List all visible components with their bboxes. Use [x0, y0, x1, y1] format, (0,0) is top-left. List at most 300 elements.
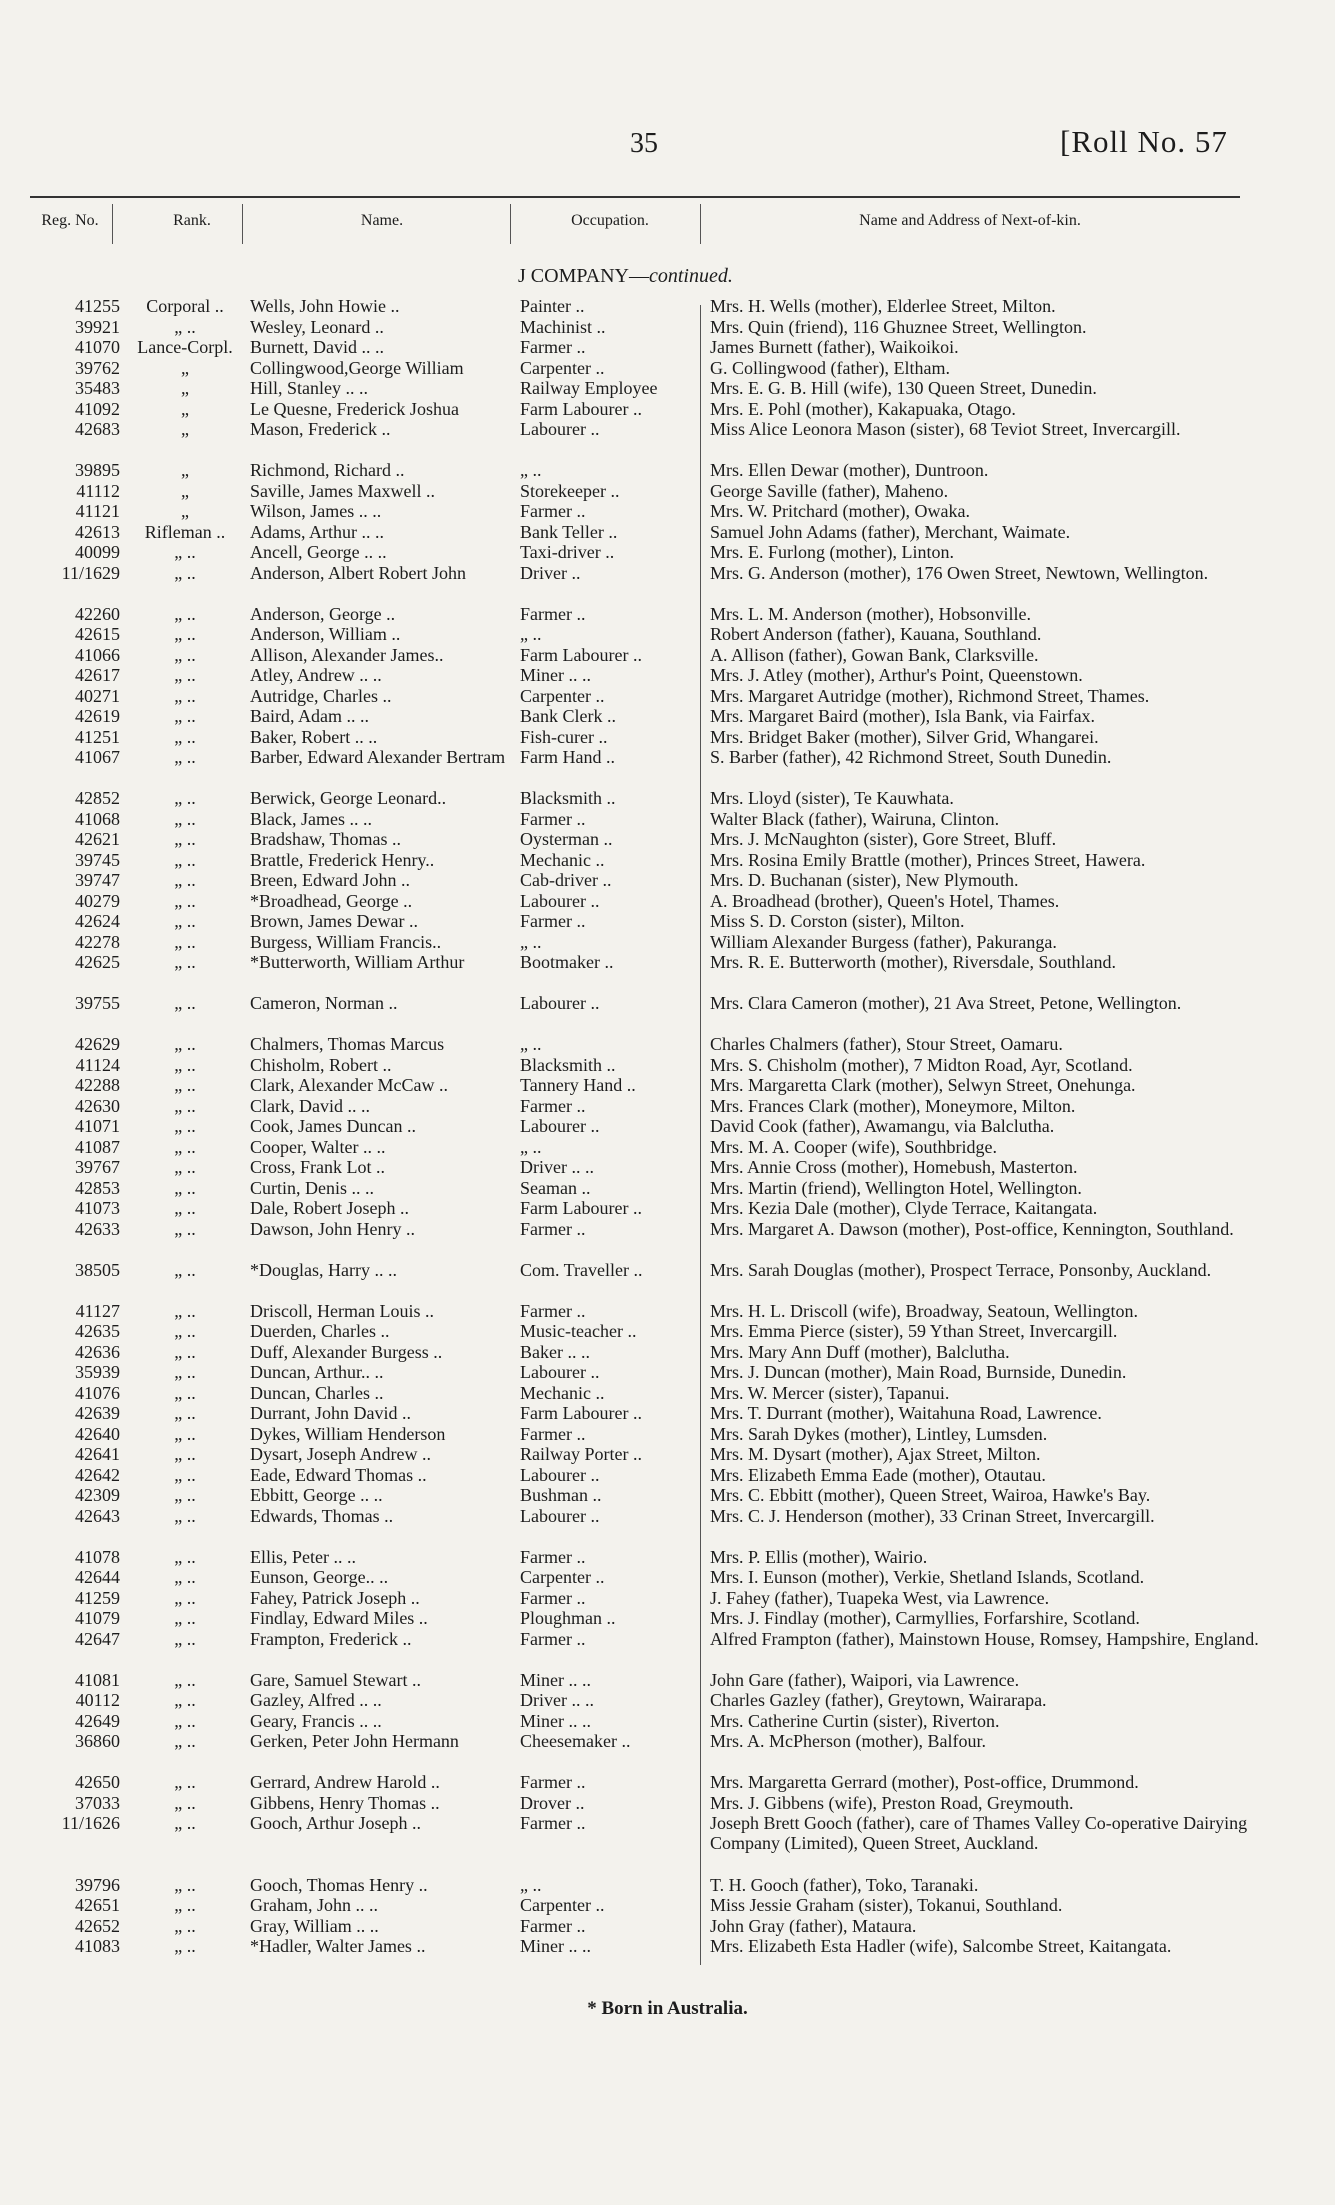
next-of-kin: Mrs. E. Furlong (mother), Linton. — [710, 542, 954, 562]
occupation: Farmer .. — [520, 808, 586, 829]
next-of-kin: Mrs. Frances Clark (mother), Moneymore, Milton. — [710, 1095, 1076, 1116]
next-of-kin: Mrs. Lloyd (sister), Te Kauwhata. — [710, 788, 954, 808]
table-row — [30, 317, 1270, 338]
soldier-name: Anderson, George .. — [250, 603, 396, 624]
occupation: Miner .. .. — [520, 1669, 591, 1690]
table-row — [30, 1485, 1270, 1506]
soldier-name: Le Quesne, Frederick Joshua — [250, 398, 459, 419]
soldier-name: Dysart, Joseph Andrew .. — [250, 1444, 431, 1464]
next-of-kin: Mrs. J. Duncan (mother), Main Road, Burnside, Dunedin. — [710, 1362, 1127, 1382]
reg-number: 42621 — [75, 829, 120, 849]
table-row — [30, 1444, 1270, 1465]
reg-number: 41127 — [75, 1300, 120, 1321]
reg-number: 42640 — [75, 1423, 120, 1444]
table-row — [30, 1260, 1270, 1301]
table-row — [30, 337, 1270, 358]
rank: „ .. — [174, 1792, 196, 1813]
occupation: Tannery Hand .. — [520, 1075, 636, 1095]
soldier-name: Wilson, James .. .. — [250, 501, 382, 521]
header-occupation: Occupation. — [571, 212, 649, 229]
soldier-name: Brattle, Frederick Henry.. — [250, 849, 435, 870]
table-row — [30, 706, 1270, 727]
table-row — [30, 932, 1270, 953]
next-of-kin: Joseph Brett Gooch (father), care of Thames Valley Co-operative Dairying Company (Limited), Queen Street, Auckland. — [710, 1813, 1248, 1853]
rank: „ — [181, 357, 189, 378]
table-row — [30, 542, 1270, 563]
table-row — [30, 1055, 1270, 1076]
soldier-name: Clark, David .. .. — [250, 1095, 370, 1116]
reg-number: 40279 — [75, 890, 120, 911]
soldier-name: Duncan, Charles .. — [250, 1382, 384, 1403]
soldier-name: Gooch, Thomas Henry .. — [250, 1874, 428, 1895]
next-of-kin: Miss Jessie Graham (sister), Tokanui, Southland. — [710, 1895, 1063, 1915]
table-row — [30, 829, 1270, 850]
reg-number: 35939 — [75, 1362, 120, 1382]
next-of-kin: Mrs. Ellen Dewar (mother), Duntroon. — [710, 460, 989, 480]
occupation: Com. Traveller .. — [520, 1259, 643, 1280]
next-of-kin: Mrs. Emma Pierce (sister), 59 Ythan Street, Invercargill. — [710, 1321, 1118, 1341]
rank: „ .. — [174, 665, 196, 685]
table-row — [30, 1403, 1270, 1424]
table-row — [30, 993, 1270, 1034]
soldier-name: Duncan, Arthur.. .. — [250, 1362, 384, 1382]
next-of-kin: Mrs. E. Pohl (mother), Kakapuaka, Otago. — [710, 398, 1016, 419]
rank: „ .. — [174, 1505, 196, 1526]
table-row — [30, 1383, 1270, 1404]
soldier-name: Baird, Adam .. .. — [250, 706, 369, 726]
next-of-kin: Mrs. Sarah Douglas (mother), Prospect Terrace, Ponsonby, Auckland. — [710, 1259, 1212, 1280]
soldier-name: Curtin, Denis .. .. — [250, 1177, 374, 1198]
reg-number: 41078 — [75, 1546, 120, 1567]
reg-number: 39762 — [75, 357, 120, 378]
soldier-name: Eunson, George.. .. — [250, 1567, 389, 1587]
occupation: Labourer .. — [520, 1464, 600, 1485]
roll-table — [30, 296, 1270, 1977]
table-row — [30, 1362, 1270, 1383]
rank: „ .. — [174, 829, 196, 849]
soldier-name: Duerden, Charles .. — [250, 1321, 390, 1341]
roll-number-label: [Roll No. 57 — [1060, 124, 1228, 159]
soldier-name: Cameron, Norman .. — [250, 993, 398, 1013]
rank: „ .. — [174, 1567, 196, 1587]
occupation: Carpenter .. — [520, 357, 605, 378]
rank: „ .. — [174, 1095, 196, 1116]
next-of-kin: Mrs. Margaretta Gerrard (mother), Post-office, Drummond. — [710, 1772, 1139, 1792]
rank: „ .. — [174, 1895, 196, 1915]
reg-number: 41255 — [75, 296, 120, 316]
reg-number: 42624 — [75, 911, 120, 931]
rank: „ .. — [174, 1731, 196, 1751]
soldier-name: Atley, Andrew .. .. — [250, 665, 382, 685]
rank: „ .. — [174, 1423, 196, 1444]
table-row — [30, 1075, 1270, 1096]
next-of-kin: Mrs. T. Durrant (mother), Waitahuna Road, Lawrence. — [710, 1403, 1102, 1423]
next-of-kin: John Gray (father), Mataura. — [710, 1915, 917, 1936]
reg-number: 42625 — [75, 952, 120, 972]
occupation: Labourer .. — [520, 1505, 600, 1526]
occupation: Labourer .. — [520, 890, 600, 911]
soldier-name: Fahey, Patrick Joseph .. — [250, 1587, 420, 1608]
soldier-name: Anderson, William .. — [250, 624, 401, 644]
reg-number: 41068 — [75, 808, 120, 829]
next-of-kin: A. Broadhead (brother), Queen's Hotel, Thames. — [710, 890, 1060, 911]
occupation: Farmer .. — [520, 1628, 586, 1649]
rank: „ .. — [174, 1034, 196, 1054]
occupation: Ploughman .. — [520, 1608, 616, 1628]
table-row — [30, 1629, 1270, 1670]
soldier-name: Durrant, John David .. — [250, 1403, 411, 1423]
reg-number: 39767 — [75, 1157, 120, 1177]
next-of-kin: Mrs. J. McNaughton (sister), Gore Street, Bluff. — [710, 829, 1057, 849]
reg-number: 41079 — [75, 1608, 120, 1628]
soldier-name: *Butterworth, William Arthur — [250, 952, 465, 972]
next-of-kin: Robert Anderson (father), Kauana, Southland. — [710, 624, 1042, 644]
soldier-name: Gibbens, Henry Thomas .. — [250, 1792, 440, 1813]
soldier-name: Bradshaw, Thomas .. — [250, 829, 401, 849]
table-row — [30, 1096, 1270, 1117]
next-of-kin: G. Collingwood (father), Eltham. — [710, 357, 950, 378]
reg-number: 42650 — [75, 1772, 120, 1792]
next-of-kin: Mrs. E. G. B. Hill (wife), 130 Queen Street, Dunedin. — [710, 378, 1097, 398]
next-of-kin: Mrs. Elizabeth Esta Hadler (wife), Salcombe Street, Kaitangata. — [710, 1936, 1172, 1956]
occupation: Farmer .. — [520, 1587, 586, 1608]
occupation: Farm Labourer .. — [520, 1198, 642, 1218]
next-of-kin: Charles Chalmers (father), Stour Street, Oamaru. — [710, 1034, 1063, 1054]
rank: „ .. — [174, 1936, 196, 1956]
reg-number: 42651 — [75, 1895, 120, 1915]
next-of-kin: George Saville (father), Maheno. — [710, 480, 949, 501]
rank: „ .. — [174, 1485, 196, 1505]
rank: „ .. — [174, 1608, 196, 1628]
occupation: Blacksmith .. — [520, 1054, 616, 1075]
next-of-kin: Alfred Frampton (father), Mainstown House, Romsey, Hampshire, England. — [710, 1628, 1259, 1649]
next-of-kin: Mrs. Elizabeth Emma Eade (mother), Otautau. — [710, 1464, 1046, 1485]
next-of-kin: Mrs. S. Chisholm (mother), 7 Midton Road, Ayr, Scotland. — [710, 1054, 1133, 1075]
rank: „ — [181, 378, 189, 398]
table-row — [30, 378, 1270, 399]
column-headers — [30, 198, 1240, 248]
reg-number: 42617 — [75, 665, 120, 685]
rank: Corporal .. — [146, 296, 224, 316]
table-row — [30, 624, 1270, 645]
rank: „ .. — [174, 1157, 196, 1177]
table-row — [30, 1424, 1270, 1445]
rank: „ .. — [174, 1300, 196, 1321]
soldier-name: Berwick, George Leonard.. — [250, 788, 447, 808]
occupation: Farmer .. — [520, 603, 586, 624]
next-of-kin: Mrs. Martin (friend), Wellington Hotel, Wellington. — [710, 1177, 1082, 1198]
table-row — [30, 645, 1270, 666]
reg-number: 42288 — [75, 1075, 120, 1095]
occupation: Cab-driver .. — [520, 870, 612, 890]
rank: „ .. — [174, 316, 196, 337]
table-row — [30, 1875, 1270, 1896]
table-row — [30, 1137, 1270, 1158]
occupation: Carpenter .. — [520, 685, 605, 706]
soldier-name: Findlay, Edward Miles .. — [250, 1608, 428, 1628]
table-row — [30, 501, 1270, 522]
rank: „ .. — [174, 1772, 196, 1792]
reg-number: 42619 — [75, 706, 120, 726]
reg-number: 42853 — [75, 1177, 120, 1198]
occupation: Farmer .. — [520, 1095, 586, 1116]
reg-number: 41087 — [75, 1136, 120, 1157]
soldier-name: *Douglas, Harry .. .. — [250, 1259, 397, 1280]
table-row — [30, 1178, 1270, 1199]
reg-number: 42649 — [75, 1710, 120, 1731]
reg-number: 42630 — [75, 1095, 120, 1116]
rank: „ — [181, 419, 189, 439]
header-name: Name. — [360, 212, 404, 229]
occupation: Miner .. .. — [520, 665, 591, 685]
table-row — [30, 604, 1270, 625]
soldier-name: Wells, John Howie .. — [250, 296, 400, 316]
occupation: Farmer .. — [520, 1546, 586, 1567]
soldier-name: Gooch, Arthur Joseph .. — [250, 1813, 421, 1833]
soldier-name: Allison, Alexander James.. — [250, 644, 444, 665]
table-row — [30, 399, 1270, 420]
soldier-name: Hill, Stanley .. .. — [250, 378, 368, 398]
soldier-name: Cook, James Duncan .. — [250, 1116, 416, 1136]
reg-number: 42260 — [75, 603, 120, 624]
occupation: Mechanic .. — [520, 1382, 605, 1403]
occupation: Farm Hand .. — [520, 747, 615, 767]
next-of-kin: Mrs. Margaret Autridge (mother), Richmond Street, Thames. — [710, 685, 1150, 706]
next-of-kin: Mrs. Rosina Emily Brattle (mother), Princes Street, Hawera. — [710, 849, 1146, 870]
soldier-name: Edwards, Thomas .. — [250, 1505, 394, 1526]
reg-number: 42629 — [75, 1034, 120, 1054]
soldier-name: Duff, Alexander Burgess .. — [250, 1341, 443, 1362]
occupation: Mechanic .. — [520, 849, 605, 870]
soldier-name: Gare, Samuel Stewart .. — [250, 1669, 421, 1690]
table-row — [30, 952, 1270, 993]
table-row — [30, 809, 1270, 830]
soldier-name: Geary, Francis .. .. — [250, 1710, 382, 1731]
rank: Lance-Corpl. — [137, 337, 233, 357]
soldier-name: Chalmers, Thomas Marcus — [250, 1034, 445, 1054]
table-row — [30, 1588, 1270, 1609]
soldier-name: Breen, Edward John .. — [250, 870, 410, 890]
occupation: Baker .. .. — [520, 1341, 590, 1362]
reg-number: 42615 — [75, 624, 120, 644]
reg-number: 41124 — [75, 1054, 120, 1075]
next-of-kin: Mrs. J. Gibbens (wife), Preston Road, Greymouth. — [710, 1792, 1074, 1813]
reg-number: 11/1629 — [61, 562, 120, 583]
table-row — [30, 891, 1270, 912]
rank: „ .. — [174, 1587, 196, 1608]
occupation: Farmer .. — [520, 1813, 586, 1833]
next-of-kin: Mrs. Annie Cross (mother), Homebush, Masterton. — [710, 1157, 1078, 1177]
rank: „ .. — [174, 1177, 196, 1198]
rank: „ .. — [174, 1218, 196, 1239]
rank: „ .. — [174, 788, 196, 808]
reg-number: 41070 — [75, 337, 120, 357]
rank: „ .. — [174, 808, 196, 829]
rank: „ .. — [174, 931, 196, 952]
rank: „ — [181, 460, 189, 480]
rank: „ .. — [174, 542, 196, 562]
next-of-kin: Mrs. M. A. Cooper (wife), Southbridge. — [710, 1136, 997, 1157]
occupation: Farmer .. — [520, 1300, 586, 1321]
table-row — [30, 1916, 1270, 1937]
soldier-name: Chisholm, Robert .. — [250, 1054, 392, 1075]
reg-number: 40112 — [75, 1690, 120, 1710]
occupation: Farmer .. — [520, 1772, 586, 1792]
occupation: Farmer .. — [520, 1915, 586, 1936]
next-of-kin: Mrs. D. Buchanan (sister), New Plymouth. — [710, 870, 1019, 890]
reg-number: 39921 — [75, 316, 120, 337]
footnote: * Born in Australia. — [587, 1998, 748, 2019]
rank: „ .. — [174, 890, 196, 911]
next-of-kin: S. Barber (father), 42 Richmond Street, South Dunedin. — [710, 747, 1112, 767]
reg-number: 40099 — [75, 542, 120, 562]
rank: „ .. — [174, 870, 196, 890]
rank: „ .. — [174, 706, 196, 726]
occupation: Miner .. .. — [520, 1936, 591, 1956]
reg-number: 42613 — [75, 521, 120, 542]
soldier-name: Gray, William .. .. — [250, 1915, 379, 1936]
reg-number: 39755 — [75, 993, 120, 1013]
next-of-kin: Miss Alice Leonora Mason (sister), 68 Teviot Street, Invercargill. — [710, 419, 1181, 439]
table-row — [30, 1301, 1270, 1322]
occupation: Farmer .. — [520, 1218, 586, 1239]
next-of-kin: T. H. Gooch (father), Toko, Taranaki. — [710, 1874, 979, 1895]
reg-number: 42635 — [75, 1321, 120, 1341]
soldier-name: Brown, James Dewar .. — [250, 911, 418, 931]
reg-number: 36860 — [75, 1731, 120, 1751]
next-of-kin: John Gare (father), Waipori, via Lawrence. — [710, 1669, 1020, 1690]
next-of-kin: A. Allison (father), Gowan Bank, Clarksville. — [710, 644, 1039, 665]
rank: „ .. — [174, 1259, 196, 1280]
rank: „ .. — [174, 726, 196, 747]
occupation: Carpenter .. — [520, 1895, 605, 1915]
soldier-name: Anderson, Albert Robert John — [250, 562, 466, 583]
rank: „ — [181, 398, 189, 419]
next-of-kin: Mrs. Clara Cameron (mother), 21 Ava Street, Petone, Wellington. — [710, 993, 1182, 1013]
reg-number: 41073 — [75, 1198, 120, 1218]
table-row — [30, 481, 1270, 502]
reg-number: 41071 — [75, 1116, 120, 1136]
table-row — [30, 358, 1270, 379]
next-of-kin: Mrs. M. Dysart (mother), Ajax Street, Milton. — [710, 1444, 1041, 1464]
occupation: Carpenter .. — [520, 1567, 605, 1587]
table-row — [30, 1506, 1270, 1547]
soldier-name: Richmond, Richard .. — [250, 460, 405, 480]
next-of-kin: Walter Black (father), Wairuna, Clinton. — [710, 808, 1000, 829]
next-of-kin: Charles Gazley (father), Greytown, Wairarapa. — [710, 1690, 1047, 1710]
table-row — [30, 1465, 1270, 1486]
table-row — [30, 1670, 1270, 1691]
next-of-kin: Mrs. Margaret Baird (mother), Isla Bank, via Fairfax. — [710, 706, 1096, 726]
header-next-of-kin: Name and Address of Next-of-kin. — [859, 212, 1081, 229]
next-of-kin: James Burnett (father), Waikoikoi. — [710, 337, 959, 357]
rank: „ .. — [174, 685, 196, 706]
occupation: Miner .. .. — [520, 1710, 591, 1731]
soldier-name: Black, James .. .. — [250, 808, 372, 829]
table-row — [30, 870, 1270, 891]
table-row — [30, 419, 1270, 460]
soldier-name: Ebbitt, George .. .. — [250, 1485, 383, 1505]
rank: „ .. — [174, 1813, 196, 1833]
soldier-name: Dale, Robert Joseph .. — [250, 1198, 409, 1218]
rank: „ .. — [174, 1874, 196, 1895]
rank: „ .. — [174, 1198, 196, 1218]
soldier-name: Gazley, Alfred .. .. — [250, 1690, 382, 1710]
next-of-kin: Mrs. I. Eunson (mother), Verkie, Shetland Islands, Scotland. — [710, 1567, 1145, 1587]
soldier-name: Cooper, Walter .. .. — [250, 1136, 386, 1157]
reg-number: 11/1626 — [61, 1813, 120, 1833]
soldier-name: Baker, Robert .. .. — [250, 726, 378, 747]
table-row — [30, 1895, 1270, 1916]
table-row — [30, 1793, 1270, 1814]
table-row — [30, 522, 1270, 543]
next-of-kin: Mrs. W. Mercer (sister), Tapanui. — [710, 1382, 950, 1403]
occupation: Farm Labourer .. — [520, 398, 642, 419]
rank: „ .. — [174, 1546, 196, 1567]
header-reg-no: Reg. No. — [41, 212, 99, 229]
reg-number: 41251 — [75, 726, 120, 747]
occupation: Farm Labourer .. — [520, 1403, 642, 1423]
next-of-kin: Mrs. Catherine Curtin (sister), Riverton. — [710, 1710, 1000, 1731]
reg-number: 42644 — [75, 1567, 120, 1587]
soldier-name: Cross, Frank Lot .. — [250, 1157, 385, 1177]
table-row — [30, 563, 1270, 604]
occupation: Machinist .. — [520, 316, 606, 337]
occupation: Bootmaker .. — [520, 952, 614, 972]
occupation: Railway Porter .. — [520, 1444, 642, 1464]
occupation: „ .. — [520, 931, 542, 952]
next-of-kin: Mrs. Sarah Dykes (mother), Lintley, Lumsden. — [710, 1423, 1048, 1444]
reg-number: 41092 — [75, 398, 120, 419]
table-row — [30, 747, 1270, 788]
occupation: Farmer .. — [520, 501, 586, 521]
table-row — [30, 1321, 1270, 1342]
occupation: Fish-curer .. — [520, 726, 608, 747]
rank: „ .. — [174, 1321, 196, 1341]
next-of-kin: Mrs. Bridget Baker (mother), Silver Grid, Whangarei. — [710, 726, 1099, 747]
table-row — [30, 727, 1270, 748]
reg-number: 41121 — [75, 501, 120, 521]
rank: „ .. — [174, 1444, 196, 1464]
occupation: Seaman .. — [520, 1177, 591, 1198]
rank: „ .. — [174, 849, 196, 870]
table-row — [30, 1608, 1270, 1629]
reg-number: 39895 — [75, 460, 120, 480]
occupation: Oysterman .. — [520, 829, 613, 849]
rank: „ .. — [174, 952, 196, 972]
soldier-name: Ellis, Peter .. .. — [250, 1546, 356, 1567]
rank: „ — [181, 480, 189, 501]
occupation: „ .. — [520, 624, 542, 644]
next-of-kin: Samuel John Adams (father), Merchant, Waimate. — [710, 521, 1071, 542]
occupation: Taxi-driver .. — [520, 542, 615, 562]
table-row — [30, 1198, 1270, 1219]
reg-number: 41259 — [75, 1587, 120, 1608]
rank: „ .. — [174, 911, 196, 931]
occupation: Railway Employee — [520, 378, 658, 398]
soldier-name: Driscoll, Herman Louis .. — [250, 1300, 434, 1321]
table-row — [30, 665, 1270, 686]
reg-number: 42647 — [75, 1628, 120, 1649]
soldier-name: Autridge, Charles .. — [250, 685, 392, 706]
soldier-name: *Broadhead, George .. — [250, 890, 413, 911]
soldier-name: Frampton, Frederick .. — [250, 1628, 412, 1649]
occupation: Painter .. — [520, 296, 585, 316]
rank: „ .. — [174, 562, 196, 583]
soldier-name: Clark, Alexander McCaw .. — [250, 1075, 448, 1095]
occupation: Farm Labourer .. — [520, 644, 642, 665]
table-row — [30, 460, 1270, 481]
